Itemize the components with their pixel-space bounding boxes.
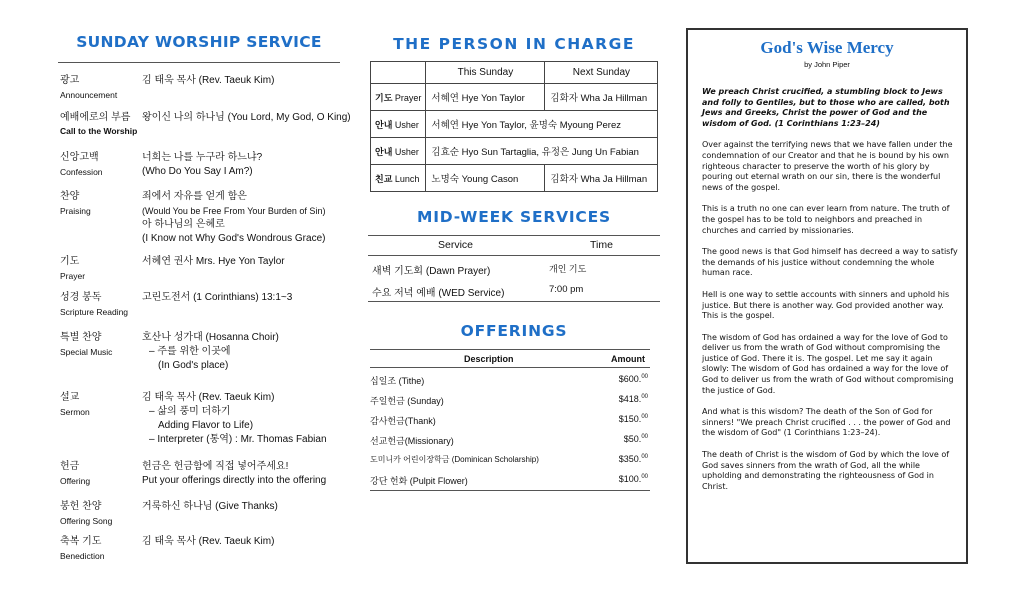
item-label-en: Offering Song	[60, 516, 113, 526]
table-row	[371, 165, 658, 192]
midweek-time: 7:00 pm	[549, 284, 584, 295]
item-content	[142, 535, 342, 549]
midweek-bottom-rule	[368, 301, 660, 302]
role-en: Prayer	[394, 92, 422, 103]
midweek-service	[372, 284, 504, 299]
role-ko: 안내	[375, 119, 393, 130]
offerings-bottom-rule	[370, 490, 650, 491]
amount-value: $100.	[618, 474, 642, 484]
offering-desc: 선교헌금(Missionary)	[370, 436, 454, 446]
offering-desc: 도미니카 어린이장학금 (Dominican Scholarship)	[370, 455, 539, 464]
item-content	[142, 460, 342, 488]
article-title: God's Wise Mercy	[760, 38, 894, 57]
amount-value: $350.	[618, 454, 642, 464]
offering-desc: 감사헌금(Thank)	[370, 416, 436, 426]
this-sunday-cell: 김효순 Hyo Sun Tartaglia, 유정은 Jung Un Fabian	[426, 138, 658, 165]
service-ko: 새벽 기도회	[372, 266, 424, 277]
article-paragraph: The wisdom of God has ordained a way for the love of God to deliver us from the wrath of God without compromising the justice of God. There it is. The gospel. Let me say it again slowly: The wisdom of God has ordained a way for the love of God to deliver us from the wrath of God without compromising the justice of God.	[702, 332, 954, 395]
offering-amount	[619, 394, 648, 404]
item-content	[142, 255, 342, 269]
item-label-en: Sermon	[60, 407, 90, 417]
item-label-en: Announcement	[60, 90, 118, 100]
item-line: 고린도전서 (1 Corinthians) 13:1~3	[142, 292, 293, 303]
article-body	[702, 87, 958, 503]
item-label-ko: 설교	[60, 392, 80, 403]
midweek-header-rule	[368, 255, 660, 256]
item-label-ko: 광고	[60, 75, 80, 86]
amount-cents: 00	[641, 394, 648, 400]
article-paragraph: The death of Christ is the wisdom of God by which the love of God saves sinners from the wrath of God, all the while upholding and demonstrating the righteousness of God in Christ.	[702, 450, 950, 491]
item-line: Put your offerings directly into the offering	[142, 475, 327, 486]
item-line: Adding Flavor to Life)	[158, 420, 254, 431]
offerings-header-rule	[370, 367, 650, 368]
item-label-ko: 예배에로의 부름	[60, 112, 131, 123]
item-label-en: Offering	[60, 476, 91, 486]
role-en: Lunch	[394, 173, 420, 184]
service-en: (Dawn Prayer)	[425, 266, 491, 277]
item-line: – Interpreter (통역) : Mr. Thomas Fabian	[149, 434, 327, 445]
article-paragraph: This is a truth no one can ever learn from nature. The truth of the gospel has to be told to neighbors and preached in churches and carried by missionaries.	[702, 204, 950, 235]
item-line: – 주를 위한 이곳에	[149, 346, 231, 357]
item-content	[142, 151, 342, 179]
next-sunday-cell: 김화자 Wha Ja Hillman	[545, 84, 658, 111]
item-line: (In God's place)	[158, 360, 229, 371]
table-row	[371, 84, 658, 111]
item-label-ko: 봉헌 찬양	[60, 501, 102, 512]
item-label-en: Prayer	[60, 271, 86, 281]
role-en: Usher	[394, 119, 419, 130]
offering-desc: 주일헌금 (Sunday)	[370, 396, 444, 406]
amount-value: $50.	[623, 434, 642, 444]
midweek-top-rule	[368, 235, 660, 236]
col-time: Time	[590, 239, 613, 251]
offering-desc: 십일조 (Tithe)	[370, 376, 425, 386]
item-line: (Who Do You Say I Am?)	[142, 166, 253, 177]
item-label-en: Scripture Reading	[60, 307, 129, 317]
item-line: 아 하나님의 은혜로	[142, 219, 225, 230]
offering-amount	[619, 374, 648, 384]
table-header-row	[371, 62, 658, 84]
item-line: 서혜연 권사 Mrs. Hye Yon Taylor	[142, 256, 285, 267]
amount-cents: 00	[641, 454, 648, 460]
item-label-en: Praising	[60, 206, 91, 216]
item-content	[142, 190, 342, 246]
item-label-en: Special Music	[60, 347, 113, 357]
item-content	[142, 331, 342, 373]
this-sunday-cell: 노명숙 Young Cason	[426, 165, 545, 192]
offerings-top-rule	[370, 349, 650, 350]
item-content	[142, 111, 351, 125]
item-line: 호산나 성가대 (Hosanna Choir)	[142, 332, 279, 343]
offering-row	[370, 374, 648, 388]
offering-amount	[619, 454, 648, 464]
item-line: (Would You be Free From Your Burden of Sin)	[142, 206, 326, 216]
amount-cents: 00	[641, 434, 648, 440]
col-description: Description	[464, 354, 514, 364]
item-label-en: Confession	[60, 167, 103, 177]
item-line: 헌금은 헌금함에 직접 넣어주세요!	[142, 461, 289, 472]
amount-value: $418.	[618, 394, 642, 404]
offering-desc: 강단 헌화 (Pulpit Flower)	[370, 476, 468, 486]
table-row	[371, 138, 658, 165]
service-en: (WED Service)	[438, 288, 505, 299]
item-label-ko: 성경 봉독	[60, 292, 102, 303]
item-line: (I Know not Why God's Wondrous Grace)	[142, 233, 326, 244]
item-line: 김 태욱 목사 (Rev. Taeuk Kim)	[142, 392, 275, 403]
col-amount: Amount	[611, 354, 645, 364]
offering-amount	[624, 434, 648, 444]
this-sunday-cell: 서혜연 Hye Yon Taylor, 윤명숙 Myoung Perez	[426, 111, 658, 138]
offering-row	[370, 414, 648, 428]
offering-row	[370, 434, 648, 448]
amount-cents: 00	[641, 474, 648, 480]
amount-cents: 00	[641, 414, 648, 420]
amount-cents: 00	[641, 374, 648, 380]
col-next-sunday: Next Sunday	[545, 62, 658, 84]
item-line: 거룩하신 하나님 (Give Thanks)	[142, 501, 278, 512]
scripture-lead: We preach Christ crucified, a stumbling block to Jews and folly to Gentiles, but to those who are called, both Jews and Greeks, Christ the power of God and the wisdom of God. (1 Corinthians 1:23–24)	[702, 87, 950, 128]
offering-row	[370, 474, 648, 488]
amount-value: $150.	[618, 414, 642, 424]
item-label-ko: 축복 기도	[60, 536, 102, 547]
role-ko: 기도	[375, 92, 393, 103]
midweek-time: 개인 기도	[549, 264, 587, 274]
item-label-ko: 찬양	[60, 191, 80, 202]
article-paragraph: And what is this wisdom? The death of the Son of God for sinners! "We preach Christ crucified . . . the power of God and the wisdom of God" (1 Corinthians 1:23–24).	[702, 407, 951, 438]
worship-divider	[58, 62, 340, 63]
item-label-ko: 특별 찬양	[60, 332, 102, 343]
role-ko: 친교	[375, 173, 393, 184]
item-label-ko: 헌금	[60, 461, 80, 472]
midweek-title: MID-WEEK SERVICES	[417, 208, 611, 226]
person-in-charge-table	[370, 61, 658, 192]
item-content	[142, 391, 342, 447]
role-ko: 안내	[375, 146, 393, 157]
role-cell	[371, 165, 426, 192]
service-ko: 수요 저녁 예배	[372, 288, 436, 299]
offering-amount	[619, 414, 648, 424]
role-cell	[371, 111, 426, 138]
offering-row	[370, 454, 648, 468]
item-line: 왕이신 나의 하나님 (You Lord, My God, O King)	[142, 112, 351, 123]
item-label-ko: 기도	[60, 256, 80, 267]
this-sunday-cell: 서혜연 Hye Yon Taylor	[426, 84, 545, 111]
item-line: 너희는 나를 누구라 하느냐?	[142, 152, 263, 163]
article-paragraph: Over against the terrifying news that we have fallen under the condemnation of our Creator and that he is bound by his own righteous character to preserve the worth of his glory by pouring out eternal wrath on our sin, there is the wonderful news of the gospel.	[702, 140, 953, 192]
worship-title: SUNDAY WORSHIP SERVICE	[76, 33, 322, 51]
item-line: 죄에서 자유를 얻게 함은	[142, 191, 247, 202]
item-content	[142, 291, 342, 305]
article-paragraph: The good news is that God himself has decreed a way to satisfy the demands of his justice without condemning the whole human race.	[702, 247, 958, 278]
role-cell	[371, 138, 426, 165]
table-row	[371, 111, 658, 138]
item-label-en: Benediction	[60, 551, 105, 561]
next-sunday-cell: 김화자 Wha Ja Hillman	[545, 165, 658, 192]
col-this-sunday: This Sunday	[426, 62, 545, 84]
item-line: 김 태욱 목사 (Rev. Taeuk Kim)	[142, 75, 275, 86]
article-byline: by John Piper	[804, 60, 850, 69]
col-service: Service	[438, 239, 474, 251]
corner-cell	[371, 62, 426, 84]
item-line: 김 태욱 목사 (Rev. Taeuk Kim)	[142, 536, 275, 547]
offering-amount	[619, 474, 648, 484]
article-paragraph: Hell is one way to settle accounts with sinners and uphold his justice. But there is another way. God provided another way. This is the gospel.	[702, 289, 950, 321]
role-cell	[371, 84, 426, 111]
role-en: Usher	[394, 146, 419, 157]
item-content	[142, 500, 342, 514]
item-label-ko: 신앙고백	[60, 152, 99, 163]
devotional-box	[686, 28, 968, 564]
item-line: – 삶의 풍미 더하기	[149, 406, 231, 417]
amount-value: $600.	[618, 374, 642, 384]
midweek-service	[372, 262, 490, 277]
person-in-charge-title: THE PERSON IN CHARGE	[393, 35, 635, 53]
item-content	[142, 74, 342, 88]
offerings-title: OFFERINGS	[460, 322, 568, 340]
item-label-en: Call to the Worship	[60, 126, 138, 136]
offering-row	[370, 394, 648, 408]
